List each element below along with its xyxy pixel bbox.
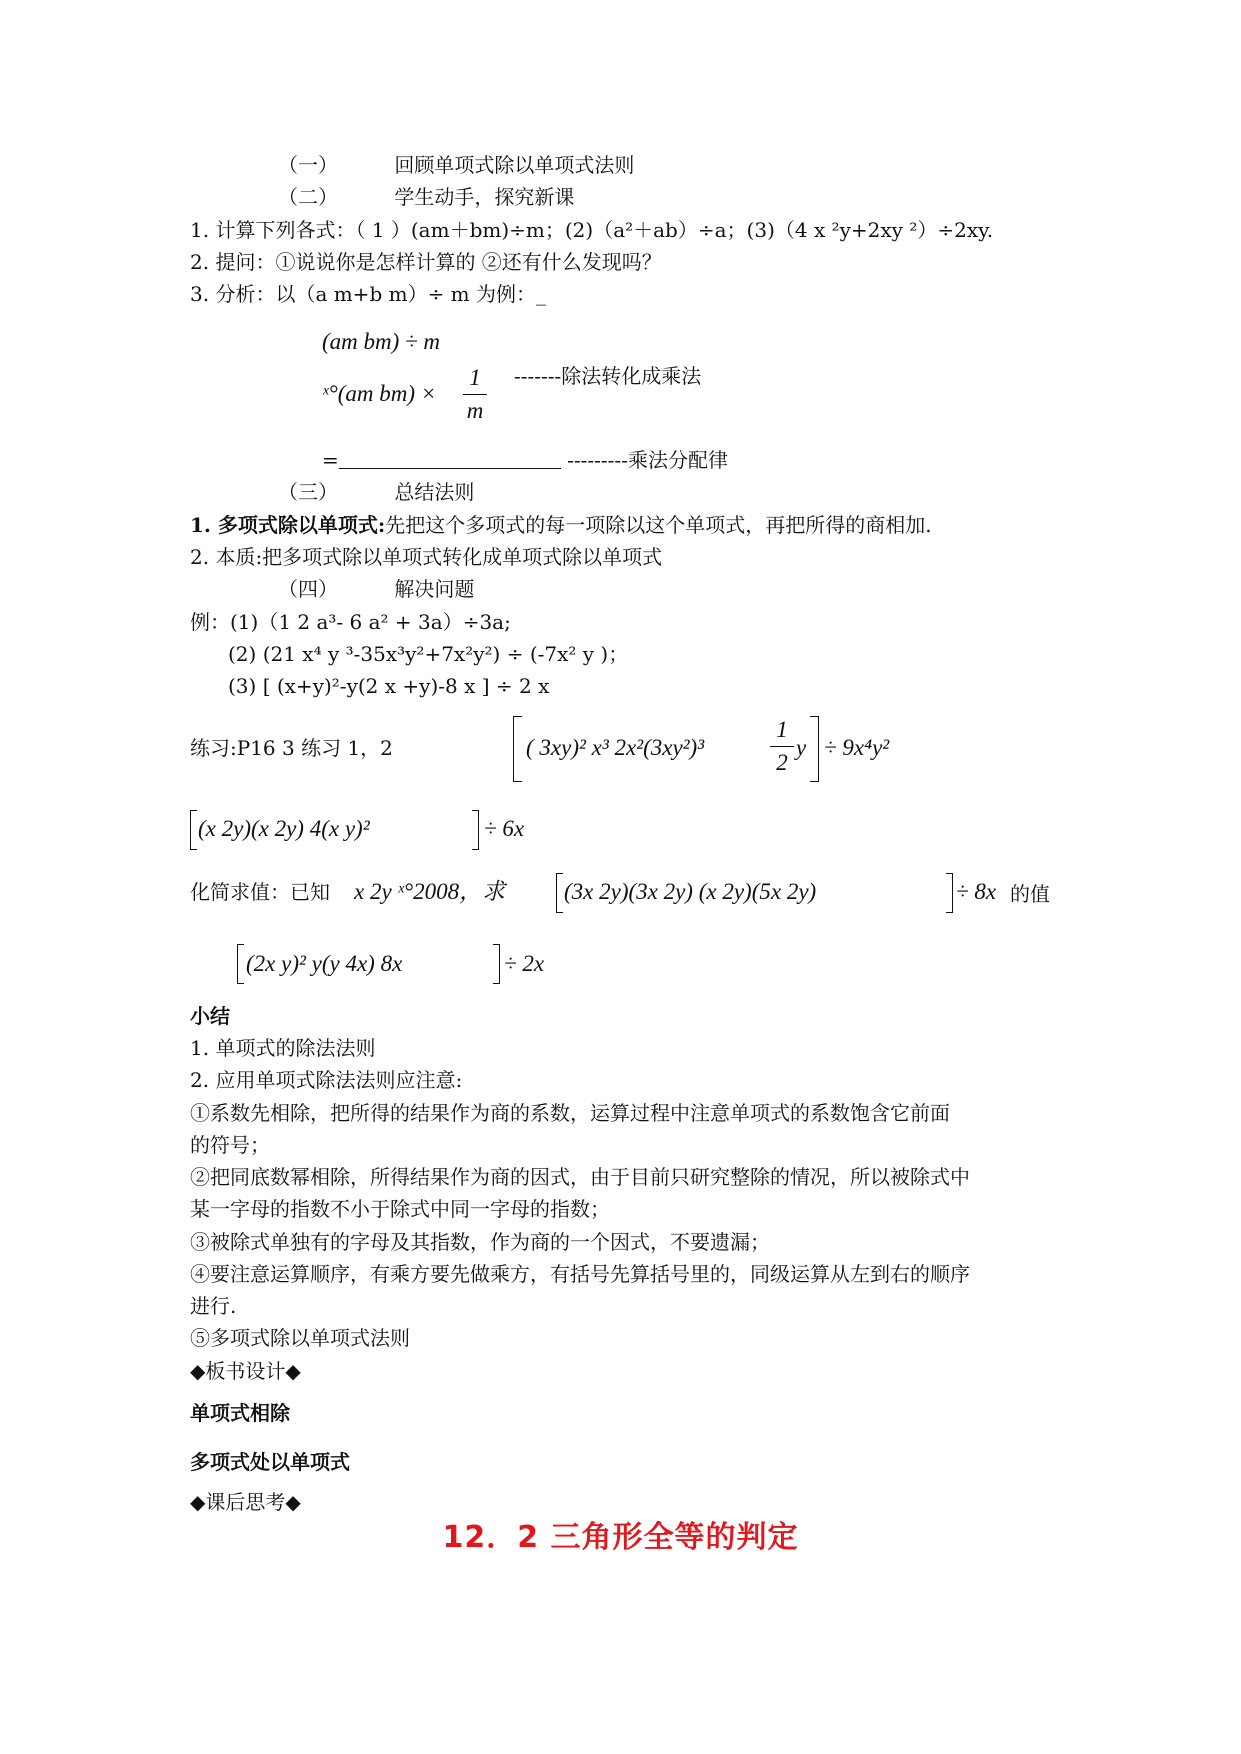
left-bracket xyxy=(237,944,244,984)
summary-point-7: ⑤多项式除以单项式法则 xyxy=(190,1326,410,1350)
practice-expr-1-tail: y xyxy=(796,735,807,760)
section-number: （三） xyxy=(278,480,338,504)
analysis-step-3 xyxy=(322,446,728,474)
rule-1-label: 1. 多项式除以单项式: xyxy=(190,513,386,537)
equals-sign: = xyxy=(322,448,339,472)
explore-item-2: 2. 提问：①说说你是怎样计算的 ②还有什么发现吗？ xyxy=(190,250,662,274)
example-3: (3) [ (x+y)²-y(2 x +y)-8 x ] ÷ 2 x xyxy=(228,674,550,698)
right-bracket xyxy=(493,944,500,984)
fraction-numerator: 1 xyxy=(469,365,481,390)
section-title: 回顾单项式除以单项式法则 xyxy=(394,153,635,177)
simplify-label: 化简求值：已知 xyxy=(190,880,330,904)
simplify-expression: (3x 2y)(3x 2y) (x 2y)(5x 2y) xyxy=(564,879,817,904)
section-number: （二） xyxy=(278,185,338,209)
rule-2: 2. 本质:把多项式除以单项式转化成单项式除以单项式 xyxy=(190,545,663,569)
left-bracket xyxy=(190,810,197,850)
rule-1-text: 先把这个多项式的每一项除以这个单项式，再把所得的商相加. xyxy=(385,513,932,537)
section-title: 总结法则 xyxy=(394,480,475,504)
summary-point-1: 1. 单项式的除法法则 xyxy=(190,1036,376,1060)
fraction-one-over-m xyxy=(463,364,487,425)
analysis-step-2: ˣ°(am bm) × xyxy=(322,381,437,406)
left-bracket xyxy=(513,716,522,782)
explore-item-1: 1. 计算下列各式：（ 1 ）(am＋bm)÷m；(2)（a²＋ab）÷a；(3)（4 x ²y+2xy ²）÷2xy. xyxy=(190,218,994,242)
summary-point-6b: 进行. xyxy=(190,1294,237,1318)
summary-point-5: ③被除式单独有的字母及其指数，作为商的一个因式，不要遗漏； xyxy=(190,1230,770,1254)
summary-point-2: 2. 应用单项式除法法则应注意: xyxy=(190,1068,463,1092)
right-bracket xyxy=(472,810,479,850)
analysis-step-3-note: ---------乘法分配律 xyxy=(567,448,728,472)
section-1-heading xyxy=(278,151,634,179)
fraction-bar xyxy=(463,394,487,395)
section-4-heading xyxy=(278,575,474,603)
example-1: 例：(1)（1 2 a³- 6 a² + 3a）÷3a; xyxy=(190,610,511,634)
practice-expr-1: ( 3xy)² x³ 2x²(3xy²)³ xyxy=(526,735,705,760)
fraction-numerator: 1 xyxy=(776,717,788,742)
board-design-heading: ◆板书设计◆ xyxy=(190,1359,301,1383)
section-title: 解决问题 xyxy=(394,577,475,601)
section-2-heading xyxy=(278,183,574,211)
answer-blank xyxy=(339,448,561,469)
summary-heading: 小结 xyxy=(190,1004,230,1028)
after-class-heading: ◆课后思考◆ xyxy=(190,1490,301,1514)
fraction-bar xyxy=(770,746,794,747)
section-3-heading xyxy=(278,478,474,506)
explore-item-3: 3. 分析：以（a m+b m）÷ m 为例：_ xyxy=(190,282,547,306)
analysis-step-2-note: -------除法转化成乘法 xyxy=(514,364,702,388)
fraction-one-half xyxy=(770,716,794,777)
section-number: （四） xyxy=(278,577,338,601)
summary-point-6a: ④要注意运算顺序，有乘方要先做乘方，有括号先算括号里的，同级运算从左到右的顺序 xyxy=(190,1262,970,1286)
practice-label: 练习:P16 3 练习 1，2 xyxy=(190,736,393,760)
summary-point-3a: ①系数先相除，把所得的结果作为商的系数，运算过程中注意单项式的系数饱含它前面 xyxy=(190,1101,950,1125)
practice-expr-3: (2x y)² y(y 4x) 8x xyxy=(246,951,403,976)
summary-point-4b: 某一字母的指数不小于除式中同一字母的指数； xyxy=(190,1197,610,1221)
left-bracket xyxy=(556,873,563,913)
simplify-divisor: ÷ 8x xyxy=(956,879,997,904)
analysis-step-1: (am bm) ÷ m xyxy=(322,329,441,354)
fraction-denominator: m xyxy=(466,398,484,423)
board-item-2: 多项式处以单项式 xyxy=(190,1450,350,1474)
board-item-1: 单项式相除 xyxy=(190,1401,290,1425)
practice-expr-1-divisor: ÷ 9x⁴y² xyxy=(824,735,890,760)
fraction-denominator: 2 xyxy=(776,750,788,775)
practice-expr-2-divisor: ÷ 6x xyxy=(484,816,525,841)
simplify-condition: x 2y ˣ°2008，求 xyxy=(354,879,506,904)
right-bracket xyxy=(946,873,953,913)
summary-point-3b: 的符号； xyxy=(190,1133,270,1157)
example-2: (2) (21 x⁴ y ³-35x³y²+7x²y²) ÷ (-7x² y )； xyxy=(228,642,629,666)
next-lesson-title: 12．2 三角形全等的判定 xyxy=(442,1520,799,1555)
practice-expr-2: (x 2y)(x 2y) 4(x y)² xyxy=(198,816,370,841)
rule-1 xyxy=(190,511,932,539)
section-title: 学生动手，探究新课 xyxy=(394,185,575,209)
simplify-tail: 的值 xyxy=(1010,882,1050,906)
right-bracket xyxy=(810,716,819,782)
summary-point-4a: ②把同底数幂相除，所得结果作为商的因式，由于目前只研究整除的情况，所以被除式中 xyxy=(190,1165,970,1189)
practice-expr-3-divisor: ÷ 2x xyxy=(504,951,545,976)
section-number: （一） xyxy=(278,153,338,177)
